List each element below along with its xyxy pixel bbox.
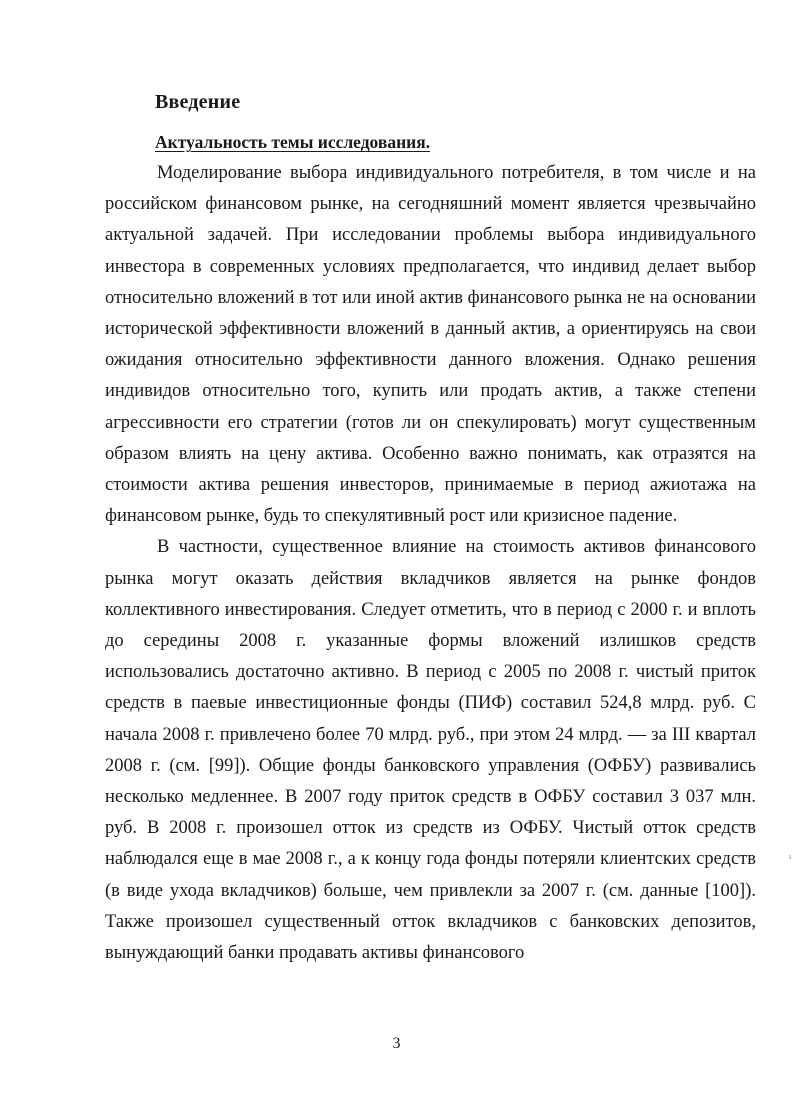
margin-mark: ı — [789, 852, 792, 861]
paragraph-1: Моделирование выбора индивидуального потребителя, в том числе и на российском финансовом рынке, на сегодняшний момент является чрезвычайно актуальной задачей. При исследовании проблемы выбора индивидуального инвестора в современных условиях предполагается, что индивид делает выбор относительно вложений в тот или иной актив финансового рынка не на основании исторической эффективности вложений в данный актив, а ориентируясь на свои ожидания относительно эффективности данного вложения. Однако решения индивидов относительно того, купить или продать актив, а также степени агрессивности его стратегии (готов ли он спекулировать) могут существенным образом влиять на цену актива. Особенно важно понимать, как отразятся на стоимости актива решения инвесторов, принимаемые в период ажиотажа на финансовом рынке, будь то спекулятивный рост или кризисное падение. — [105, 163, 756, 527]
section-subheading: Актуальность темы исследования. — [155, 132, 431, 152]
body-text — [105, 158, 756, 969]
section-heading: Введение — [155, 91, 241, 113]
paragraph-2: В частности, существенное влияние на стоимость активов финансового рынка могут оказать действия вкладчиков является на рынке фондов коллективного инвестирования. Следует отметить, что в период с 2000 г. и вплоть до середины 2008 г. указанные формы вложений излишков средств использовались достаточно активно. В период с 2005 по 2008 г. чистый приток средств в паевые инвестиционные фонды (ПИФ) составил 524,8 млрд. руб. С начала 2008 г. привлечено более 70 млрд. руб., при этом 24 млрд. — за III квартал 2008 г. (см. [99]). Общие фонды банковского управления (ОФБУ) развивались несколько медленнее. В 2007 году приток средств в ОФБУ составил 3 037 млн. руб. В 2008 г. произошел отток из средств из ОФБУ. Чистый отток средств наблюдался еще в мае 2008 г., а к концу года фонды потеряли клиентских средств (в виде ухода вкладчиков) больше, чем привлекли за 2007 г. (см. данные [100]). Также произошел существенный отток вкладчиков с банковских депозитов, вынуждающий банки продавать активы финансового — [105, 537, 756, 964]
page-number: 3 — [392, 1035, 401, 1052]
